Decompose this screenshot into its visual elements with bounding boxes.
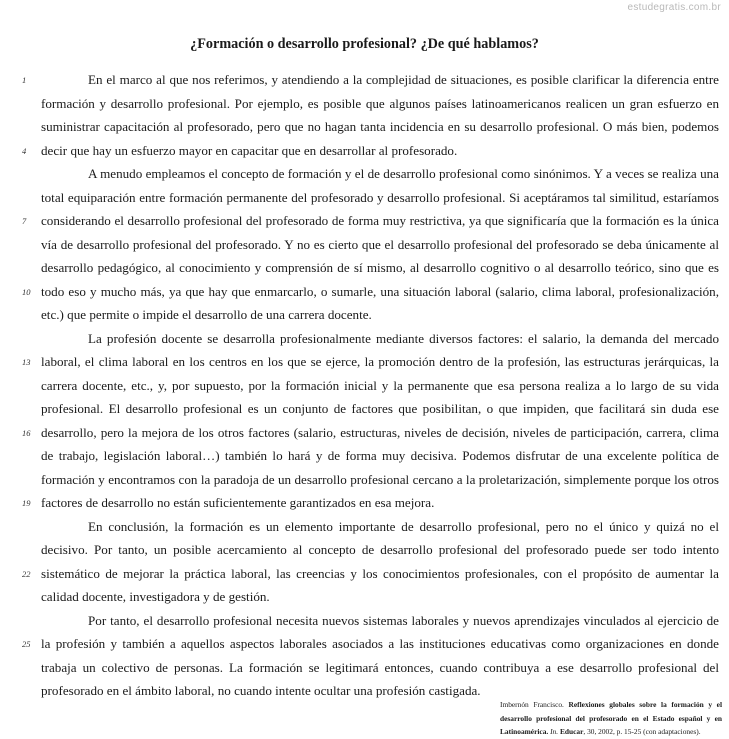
line-number: 7	[22, 216, 27, 226]
line-number: 22	[22, 569, 31, 579]
watermark: estudegratis.com.br	[627, 2, 721, 13]
paragraph: En conclusión, la formación es un elemento importante de desarrollo profesional, pero no el único y quizá no el decisivo. Por tanto, un posible acercamiento al concepto de desarrollo profesional del profesorado puede ser todo intento sistemático de mejorar la práctica laboral, las creencias y los conocimientos profesionales, con el propósito de aumentar la calidad docente, investigadora y de gestión.	[41, 518, 719, 604]
citation-author: Imbernón Francisco.	[500, 700, 564, 709]
line-number: 13	[22, 357, 31, 367]
citation-work: Reflexiones globales sobre la formación y el desarrollo profesional del profesorado en el Estado español y en Latinoamérica.	[500, 700, 723, 737]
paragraph: Por tanto, el desarrollo profesional necesita nuevos sistemas laborales y nuevos aprendizajes vinculados al ejercicio de la profesión y también a aquellos aspectos laborales asociados a las instituciones educativas como organizaciones en donde trabaja un colectivo de personas. La formación se legitimará entonces, cuando contribuya a ese desarrollo profesional del profesorado en el ámbito laboral, no cuando intente ocultar una profesión castigada.	[41, 612, 719, 698]
citation-journal: Educar	[559, 727, 584, 737]
source-citation	[500, 698, 722, 739]
paragraph: En el marco al que nos referimos, y atendiendo a la complejidad de situaciones, es posible clarificar la diferencia entre formación y desarrollo profesional. Por ejemplo, es posible que algunos países latinoamericanos realicen un gran esfuerzo en suministrar capacitación al profesorado, pero que no hagan tanta incidencia en su desarrollo profesional. O más bien, podemos decir que hay un esfuerzo mayor en capacitar que en desarrollar al profesorado.	[41, 72, 719, 158]
line-number: 19	[22, 498, 31, 508]
line-number: 1	[22, 75, 27, 85]
paragraph: A menudo empleamos el concepto de formación y el de desarrollo profesional como sinónimos. Y a veces se realiza una total equiparación entre formación permanente del profesorado y desarrollo profesional. Si aceptáramos tal similitud, estaríamos considerando el desarrollo profesional del profesorado de forma muy restrictiva, ya que significaría que la formación es la única vía de desarrollo profesional del profesorado. Y no es cierto que el desarrollo profesional del profesorado se deba únicamente al desarrollo pedagógico, al conocimiento y comprensión de sí mismo, al desarrollo cognitivo o al desarrollo teórico, sino que es todo eso y mucho más, ya que hay que enmarcarlo, o sumarle, una situación laboral (salario, clima laboral, profesionalización, etc.) que permite o impide el desarrollo de una carrera docente.	[41, 166, 719, 322]
page-title: ¿Formación o desarrollo profesional? ¿De qué hablamos?	[190, 36, 539, 52]
document-body	[41, 68, 719, 703]
line-number: 10	[22, 287, 31, 297]
paragraph: La profesión docente se desarrolla profesionalmente mediante diversos factores: el salario, la demanda del mercado laboral, el clima laboral en los centros en los que se ejerce, la promoción dentro de la profesión, las estructuras jerárquicas, la carrera docente, etc., y, por supuesto, por la formación inicial y la permanente que esa persona realiza a lo largo de su vida profesional. El desarrollo profesional es un conjunto de factores que posibilitan, o que impiden, que facilitará sin duda ese desarrollo, pero la mejora de los otros factores (salario, estructuras, niveles de decisión, niveles de participación, carrera, clima de trabajo, legislación laboral…) también lo hará y de forma muy decisiva. Podemos disfrutar de una excelente política de formación y encontramos con la paradoja de un desarrollo profesional cercano a la proletarización, simplemente porque los otros factores de desarrollo no están suficientemente garantizados en esa mejora.	[41, 330, 719, 510]
line-number: 16	[22, 428, 31, 438]
citation-details: , 30, 2002, p. 15-25 (con adaptaciones).	[583, 727, 701, 737]
line-number: 4	[22, 146, 27, 156]
line-number: 25	[22, 639, 31, 649]
citation-in: In.	[550, 727, 559, 737]
